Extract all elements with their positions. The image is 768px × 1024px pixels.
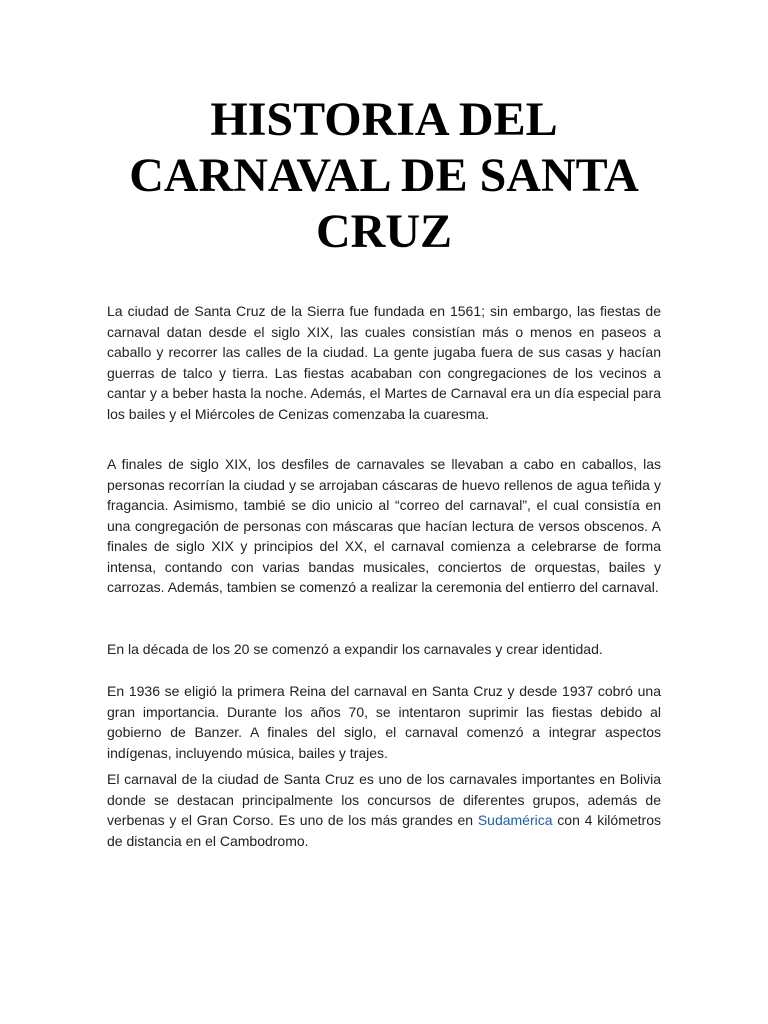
paragraph-text: A finales de siglo XIX, los desfiles de carnavales se llevaban a cabo en caballos, las personas recorrían la ciudad y se arrojaban cáscaras de huevo rellenos de agua teñida y fragancia. Asimismo, tambié se dio unicio al “correo del carnaval”, el cual consistía en una congregación de personas con máscaras que hacían lectura de versos obscenos. A finales de siglo XIX y principios del XX, el carnaval comienza a celebrarse de forma intensa, contando con varias bandas musicales, conciertos de orquestas, bailes y carrozas. Además, tambien se comenzó a realizar la ceremonia del entierro del carnaval. — [107, 456, 661, 595]
paragraph-text — [107, 769, 661, 851]
paragraph-founding — [107, 301, 661, 424]
paragraph-1920s — [107, 639, 661, 660]
paragraph-today — [107, 769, 661, 851]
paragraph-text: En la década de los 20 se comenzó a expandir los carnavales y crear identidad. — [107, 641, 603, 657]
sudamerica-link[interactable]: Sudamérica — [477, 812, 553, 828]
paragraph-text-after-link: con 4 kilómetros de distancia en el Cambodromo. — [107, 812, 661, 849]
paragraph-text: La ciudad de Santa Cruz de la Sierra fue fundada en 1561; sin embargo, las fiestas de carnaval datan desde el siglo XIX, las cuales consistían más o menos en paseos a caballo y recorrer las calles de la ciudad. La gente jugaba fuera de sus casas y hacían guerras de talco y tierra. Las fiestas acababan con congregaciones de los vecinos a cantar y a beber hasta la noche. Además, el Martes de Carnaval era un día especial para los bailes y el Miércoles de Cenizas comenzaba la cuaresma. — [107, 303, 661, 422]
paragraph-text-before-link: El carnaval de la ciudad de Santa Cruz es uno de los carnavales importantes en Bolivia donde se destacan principalmente los concursos de diferentes grupos, además de verbenas y el Gran Corso. Es uno de los más grandes en — [107, 771, 661, 828]
paragraph-carnival-queen — [107, 681, 661, 763]
paragraph-text: En 1936 se eligió la primera Reina del carnaval en Santa Cruz y desde 1937 cobró una gran importancia. Durante los años 70, se intentaron suprimir las fiestas debido al gobierno de Banzer. A finales del siglo, el carnaval comenzó a integrar aspectos indígenas, incluyendo música, bailes y trajes. — [107, 683, 661, 761]
paragraph-19th-century — [107, 454, 661, 598]
document-title: HISTORIA DEL CARNAVAL DE SANTA CRUZ — [129, 93, 639, 258]
